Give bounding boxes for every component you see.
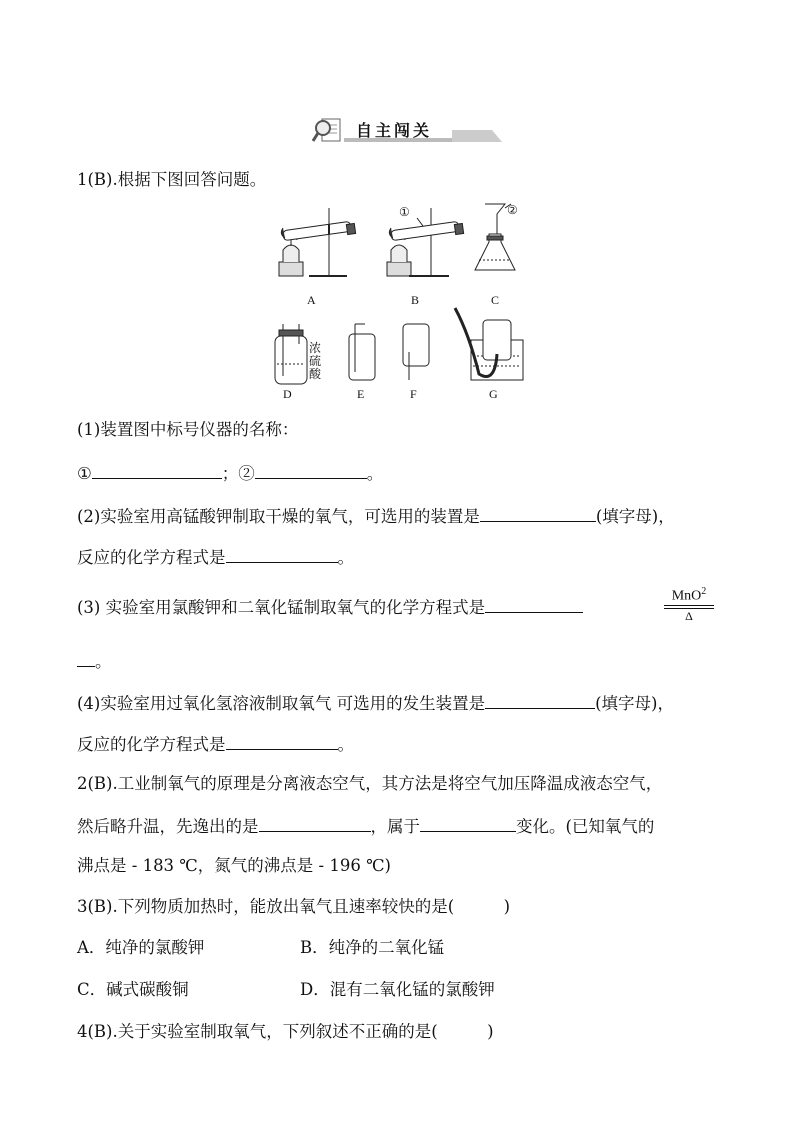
- label-E: E: [357, 387, 365, 401]
- q2-line2: 然后略升温，先逸出的是 ，属于 变化。(已知氧气的: [77, 817, 655, 836]
- answer-blank-3[interactable]: [480, 505, 596, 522]
- q1-part4-line1: (4)实验室用过氧化氢溶液制取氧气 可选用的发生装置是 (填字母)，: [77, 694, 674, 713]
- reaction-condition: MnO$^2$ Δ: [664, 584, 714, 623]
- magnifier-icon: [312, 116, 344, 146]
- q3-option-B[interactable]: B．纯净的二氧化锰: [300, 938, 445, 957]
- q3-option-C[interactable]: C．碱式碳酸铜: [77, 980, 189, 999]
- q1-part1-answer-line: ① ；② 。: [77, 464, 384, 483]
- apparatus-A: [279, 208, 356, 276]
- answer-blank-4[interactable]: [226, 546, 338, 563]
- q1-part2-line1: (2)实验室用高锰酸钾制取干燥的氧气，可选用的装置是 (填字母)，: [77, 507, 675, 526]
- answer-blank-10[interactable]: [420, 815, 516, 832]
- q1-stem: 1(B).根据下图回答问题。: [77, 170, 267, 189]
- acid-label-3: 酸: [309, 367, 322, 381]
- q1-part1-title: (1)装置图中标号仪器的名称：: [77, 420, 299, 439]
- apparatus-G: [455, 308, 523, 380]
- answer-blank-9[interactable]: [259, 815, 371, 832]
- label-A: A: [307, 293, 316, 307]
- apparatus-E: [349, 324, 375, 380]
- answer-blank-7[interactable]: [485, 692, 595, 709]
- apparatus-F: [403, 324, 429, 380]
- answer-blank-5[interactable]: [485, 596, 583, 613]
- q4-stem: 4(B).关于实验室制取氧气，下列叙述不正确的是( ): [77, 1022, 494, 1041]
- q1-part3-line1: (3) 实验室用氯酸钾和二氧化锰制取氧气的化学方程式是: [77, 596, 583, 618]
- label-G: G: [489, 387, 498, 401]
- section-title: 自主闯关: [356, 121, 433, 140]
- q1-part3-line2: 。: [77, 650, 112, 672]
- label-B: B: [411, 293, 420, 307]
- q3-stem: 3(B).下列物质加热时，能放出氧气且速率较快的是( ): [77, 897, 511, 916]
- label-C: C: [491, 293, 500, 307]
- acid-label-1: 浓: [309, 341, 322, 355]
- label-D: D: [283, 387, 292, 401]
- q2-line1: 2(B).工业制氧气的原理是分离液态空气，其方法是将空气加压降温成液态空气，: [77, 774, 663, 793]
- q2-line3: 沸点是 - 183 ℃，氮气的沸点是 - 196 ℃): [77, 856, 391, 875]
- marker-2: ②: [507, 203, 518, 217]
- q1-part4-line2: 反应的化学方程式是 。: [77, 735, 354, 754]
- label-F: F: [410, 387, 417, 401]
- answer-blank-6[interactable]: [77, 650, 95, 667]
- marker-1: ①: [399, 205, 410, 219]
- q3-option-A[interactable]: A．纯净的氯酸钾: [77, 938, 205, 957]
- answer-blank-8[interactable]: [226, 733, 338, 750]
- apparatus-D: [275, 324, 307, 384]
- answer-blank-1[interactable]: [92, 462, 222, 479]
- section-header: [312, 116, 502, 146]
- acid-label-2: 硫: [309, 354, 322, 368]
- q3-option-D[interactable]: D．混有二氧化锰的氯酸钾: [300, 980, 495, 999]
- q1-part2-line2: 反应的化学方程式是 。: [77, 548, 354, 567]
- apparatus-figure: [265, 200, 530, 405]
- answer-blank-2[interactable]: [255, 462, 367, 479]
